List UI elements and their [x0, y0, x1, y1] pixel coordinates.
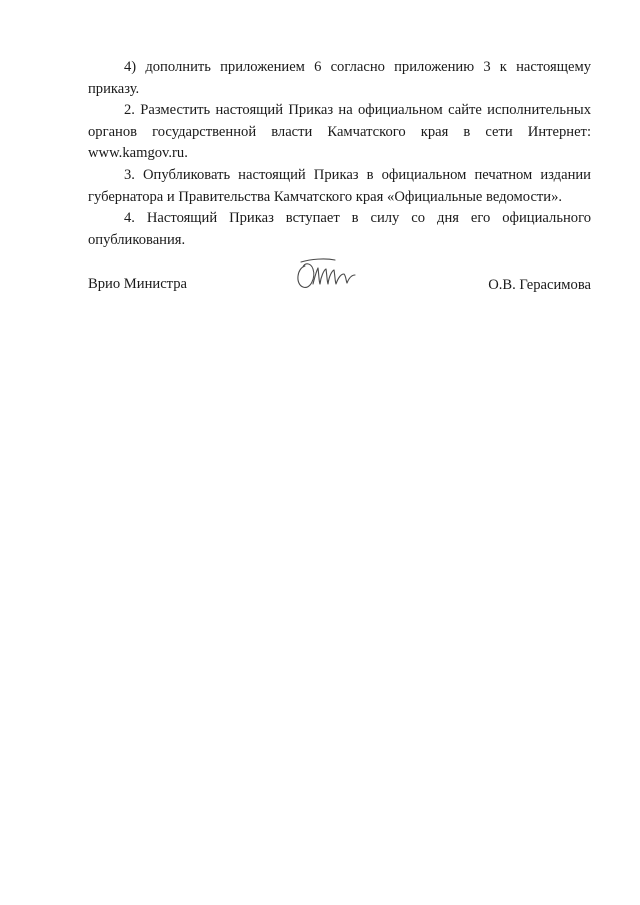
signature-block: [88, 254, 591, 314]
paragraph-publish-print: 3. Опубликовать настоящий Приказ в официальном печатном издании губернатора и Правительства Камчатского края «Официальные ведомости».: [88, 166, 591, 205]
handwritten-signature: [291, 254, 361, 294]
paragraph-effective-date: 4. Настоящий Приказ вступает в силу со дня его официального опубликования.: [88, 210, 591, 248]
signatory-title: Врио Министра: [88, 276, 187, 292]
signatory-name: О.В. Герасимова: [488, 277, 591, 293]
document-body: [88, 57, 591, 251]
paragraph-item-4-appendix: 4) дополнить приложением 6 согласно приложению 3 к настоящему приказу.: [88, 59, 591, 97]
paragraph-publish-website: 2. Разместить настоящий Приказ на официальном сайте исполнительных органов государственной власти Камчатского края в сети Интернет: www.kamgov.ru.: [88, 102, 591, 162]
